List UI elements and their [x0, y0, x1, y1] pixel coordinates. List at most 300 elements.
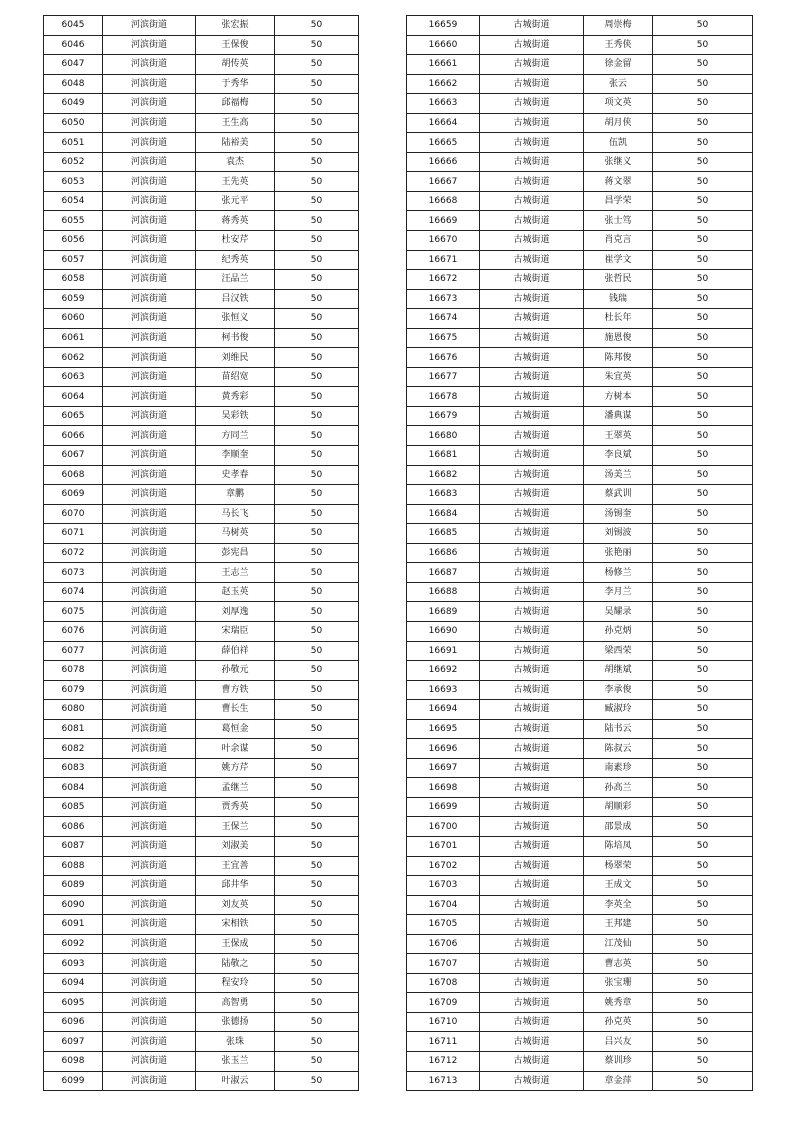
street-cell: 河滨街道 — [103, 367, 196, 387]
table-row — [407, 485, 753, 505]
amount-cell: 50 — [275, 582, 359, 602]
name-cell: 钱瑞 — [584, 289, 653, 309]
street-cell: 河滨街道 — [103, 524, 196, 544]
table-row — [407, 211, 753, 231]
serial-number-cell: 16691 — [407, 641, 480, 661]
table-row — [407, 700, 753, 720]
table-row — [44, 250, 359, 270]
serial-number-cell: 6068 — [44, 465, 103, 485]
name-cell: 胡传英 — [196, 55, 275, 75]
serial-number-cell: 6049 — [44, 94, 103, 114]
name-cell: 邱福梅 — [196, 94, 275, 114]
serial-number-cell: 16681 — [407, 446, 480, 466]
serial-number-cell: 16693 — [407, 680, 480, 700]
amount-cell: 50 — [275, 680, 359, 700]
name-cell: 徐金留 — [584, 55, 653, 75]
street-cell: 河滨街道 — [103, 426, 196, 446]
table-row — [44, 602, 359, 622]
serial-number-cell: 16661 — [407, 55, 480, 75]
street-cell: 古城街道 — [480, 94, 584, 114]
amount-cell: 50 — [275, 16, 359, 36]
serial-number-cell: 16700 — [407, 817, 480, 837]
amount-cell: 50 — [275, 270, 359, 290]
street-cell: 古城街道 — [480, 602, 584, 622]
name-cell: 陈培凤 — [584, 836, 653, 856]
table-row — [407, 543, 753, 563]
amount-cell: 50 — [275, 367, 359, 387]
name-cell: 吴耀录 — [584, 602, 653, 622]
amount-cell: 50 — [653, 582, 753, 602]
table-row — [44, 270, 359, 290]
table-row — [44, 563, 359, 583]
name-cell: 刘锡波 — [584, 524, 653, 544]
table-row — [44, 211, 359, 231]
name-cell: 章鹏 — [196, 485, 275, 505]
serial-number-cell: 6094 — [44, 973, 103, 993]
table-row — [407, 74, 753, 94]
name-cell: 张珠 — [196, 1032, 275, 1052]
name-cell: 蔡训珍 — [584, 1051, 653, 1071]
serial-number-cell: 16660 — [407, 35, 480, 55]
amount-cell: 50 — [275, 1032, 359, 1052]
name-cell: 史孝春 — [196, 465, 275, 485]
table-row — [407, 231, 753, 251]
amount-cell: 50 — [653, 270, 753, 290]
name-cell: 南素珍 — [584, 758, 653, 778]
name-cell: 彭宪昌 — [196, 543, 275, 563]
table-row — [407, 1012, 753, 1032]
amount-cell: 50 — [653, 563, 753, 583]
amount-cell: 50 — [653, 406, 753, 426]
street-cell: 古城街道 — [480, 211, 584, 231]
name-cell: 王保成 — [196, 934, 275, 954]
street-cell: 河滨街道 — [103, 973, 196, 993]
name-cell: 姚方芹 — [196, 758, 275, 778]
amount-cell: 50 — [653, 1032, 753, 1052]
amount-cell: 50 — [653, 55, 753, 75]
amount-cell: 50 — [653, 680, 753, 700]
street-cell: 古城街道 — [480, 621, 584, 641]
street-cell: 古城街道 — [480, 641, 584, 661]
name-cell: 张德扬 — [196, 1012, 275, 1032]
street-cell: 河滨街道 — [103, 543, 196, 563]
serial-number-cell: 16667 — [407, 172, 480, 192]
amount-cell: 50 — [653, 172, 753, 192]
left-table-body — [44, 16, 359, 1091]
name-cell: 臧淑玲 — [584, 700, 653, 720]
serial-number-cell: 6054 — [44, 191, 103, 211]
name-cell: 张玉兰 — [196, 1051, 275, 1071]
street-cell: 古城街道 — [480, 348, 584, 368]
street-cell: 古城街道 — [480, 328, 584, 348]
table-row — [407, 35, 753, 55]
name-cell: 朱宜英 — [584, 367, 653, 387]
left-table — [43, 15, 359, 1091]
table-row — [407, 348, 753, 368]
amount-cell: 50 — [275, 1012, 359, 1032]
street-cell: 河滨街道 — [103, 836, 196, 856]
amount-cell: 50 — [275, 387, 359, 407]
amount-cell: 50 — [653, 661, 753, 681]
name-cell: 张哲民 — [584, 270, 653, 290]
street-cell: 河滨街道 — [103, 172, 196, 192]
table-row — [44, 524, 359, 544]
name-cell: 叶淑云 — [196, 1071, 275, 1091]
amount-cell: 50 — [275, 876, 359, 896]
table-row — [407, 504, 753, 524]
table-row — [407, 954, 753, 974]
amount-cell: 50 — [275, 406, 359, 426]
table-row — [407, 172, 753, 192]
amount-cell: 50 — [275, 328, 359, 348]
amount-cell: 50 — [275, 602, 359, 622]
table-row — [44, 778, 359, 798]
street-cell: 河滨街道 — [103, 35, 196, 55]
serial-number-cell: 16665 — [407, 133, 480, 153]
table-row — [44, 446, 359, 466]
amount-cell: 50 — [653, 954, 753, 974]
serial-number-cell: 16670 — [407, 231, 480, 251]
amount-cell: 50 — [653, 35, 753, 55]
street-cell: 古城街道 — [480, 719, 584, 739]
table-row — [44, 133, 359, 153]
name-cell: 李承俊 — [584, 680, 653, 700]
amount-cell: 50 — [653, 16, 753, 36]
amount-cell: 50 — [653, 876, 753, 896]
serial-number-cell: 6098 — [44, 1051, 103, 1071]
serial-number-cell: 6077 — [44, 641, 103, 661]
amount-cell: 50 — [653, 758, 753, 778]
name-cell: 吕兴友 — [584, 1032, 653, 1052]
amount-cell: 50 — [275, 133, 359, 153]
street-cell: 河滨街道 — [103, 895, 196, 915]
street-cell: 河滨街道 — [103, 485, 196, 505]
name-cell: 李英全 — [584, 895, 653, 915]
serial-number-cell: 16689 — [407, 602, 480, 622]
table-row — [44, 1071, 359, 1091]
serial-number-cell: 6073 — [44, 563, 103, 583]
name-cell: 潘典谋 — [584, 406, 653, 426]
street-cell: 古城街道 — [480, 406, 584, 426]
serial-number-cell: 6087 — [44, 836, 103, 856]
street-cell: 古城街道 — [480, 74, 584, 94]
serial-number-cell: 16659 — [407, 16, 480, 36]
amount-cell: 50 — [653, 1071, 753, 1091]
serial-number-cell: 16662 — [407, 74, 480, 94]
table-row — [44, 934, 359, 954]
table-row — [44, 543, 359, 563]
street-cell: 河滨街道 — [103, 446, 196, 466]
table-row — [44, 387, 359, 407]
serial-number-cell: 6095 — [44, 993, 103, 1013]
name-cell: 曹方铁 — [196, 680, 275, 700]
street-cell: 古城街道 — [480, 739, 584, 759]
street-cell: 河滨街道 — [103, 915, 196, 935]
table-row — [407, 719, 753, 739]
street-cell: 古城街道 — [480, 387, 584, 407]
street-cell: 河滨街道 — [103, 993, 196, 1013]
table-row — [407, 16, 753, 36]
amount-cell: 50 — [275, 426, 359, 446]
amount-cell: 50 — [275, 504, 359, 524]
table-row — [407, 133, 753, 153]
name-cell: 项文英 — [584, 94, 653, 114]
amount-cell: 50 — [653, 133, 753, 153]
name-cell: 孙克炳 — [584, 621, 653, 641]
table-row — [407, 1071, 753, 1091]
name-cell: 陆裕美 — [196, 133, 275, 153]
street-cell: 河滨街道 — [103, 661, 196, 681]
table-row — [44, 758, 359, 778]
street-cell: 河滨街道 — [103, 739, 196, 759]
serial-number-cell: 16707 — [407, 954, 480, 974]
amount-cell: 50 — [275, 739, 359, 759]
amount-cell: 50 — [275, 231, 359, 251]
name-cell: 陈叔云 — [584, 739, 653, 759]
table-row — [407, 1032, 753, 1052]
street-cell: 河滨街道 — [103, 563, 196, 583]
name-cell: 胡顺彩 — [584, 797, 653, 817]
serial-number-cell: 16683 — [407, 485, 480, 505]
amount-cell: 50 — [653, 856, 753, 876]
name-cell: 杜长年 — [584, 309, 653, 329]
name-cell: 蒋文翠 — [584, 172, 653, 192]
name-cell: 汤锡奎 — [584, 504, 653, 524]
street-cell: 河滨街道 — [103, 250, 196, 270]
serial-number-cell: 6045 — [44, 16, 103, 36]
amount-cell: 50 — [653, 621, 753, 641]
name-cell: 曹长生 — [196, 700, 275, 720]
name-cell: 孙敬元 — [196, 661, 275, 681]
amount-cell: 50 — [275, 719, 359, 739]
serial-number-cell: 16713 — [407, 1071, 480, 1091]
amount-cell: 50 — [275, 934, 359, 954]
serial-number-cell: 6074 — [44, 582, 103, 602]
amount-cell: 50 — [275, 152, 359, 172]
street-cell: 河滨街道 — [103, 797, 196, 817]
amount-cell: 50 — [275, 758, 359, 778]
table-row — [44, 836, 359, 856]
name-cell: 邱井华 — [196, 876, 275, 896]
name-cell: 杨修兰 — [584, 563, 653, 583]
amount-cell: 50 — [653, 778, 753, 798]
street-cell: 古城街道 — [480, 465, 584, 485]
serial-number-cell: 6072 — [44, 543, 103, 563]
amount-cell: 50 — [653, 152, 753, 172]
table-row — [44, 1051, 359, 1071]
name-cell: 孙高兰 — [584, 778, 653, 798]
name-cell: 马长飞 — [196, 504, 275, 524]
table-row — [44, 328, 359, 348]
street-cell: 河滨街道 — [103, 74, 196, 94]
serial-number-cell: 6066 — [44, 426, 103, 446]
amount-cell: 50 — [275, 172, 359, 192]
serial-number-cell: 6075 — [44, 602, 103, 622]
serial-number-cell: 6092 — [44, 934, 103, 954]
amount-cell: 50 — [275, 524, 359, 544]
amount-cell: 50 — [275, 35, 359, 55]
street-cell: 古城街道 — [480, 524, 584, 544]
amount-cell: 50 — [275, 465, 359, 485]
name-cell: 汪品兰 — [196, 270, 275, 290]
amount-cell: 50 — [653, 446, 753, 466]
table-row — [407, 915, 753, 935]
street-cell: 古城街道 — [480, 758, 584, 778]
name-cell: 贾秀英 — [196, 797, 275, 817]
serial-number-cell: 16685 — [407, 524, 480, 544]
serial-number-cell: 6090 — [44, 895, 103, 915]
name-cell: 方树本 — [584, 387, 653, 407]
street-cell: 河滨街道 — [103, 309, 196, 329]
table-row — [44, 1012, 359, 1032]
name-cell: 李良斌 — [584, 446, 653, 466]
street-cell: 河滨街道 — [103, 387, 196, 407]
table-row — [407, 758, 753, 778]
street-cell: 古城街道 — [480, 680, 584, 700]
name-cell: 胡继斌 — [584, 661, 653, 681]
table-row — [44, 993, 359, 1013]
table-row — [407, 309, 753, 329]
table-row — [44, 289, 359, 309]
serial-number-cell: 16677 — [407, 367, 480, 387]
street-cell: 河滨街道 — [103, 406, 196, 426]
amount-cell: 50 — [275, 915, 359, 935]
street-cell: 河滨街道 — [103, 856, 196, 876]
street-cell: 古城街道 — [480, 309, 584, 329]
serial-number-cell: 16702 — [407, 856, 480, 876]
name-cell: 吕汉铁 — [196, 289, 275, 309]
name-cell: 张宝珊 — [584, 973, 653, 993]
serial-number-cell: 6096 — [44, 1012, 103, 1032]
amount-cell: 50 — [275, 641, 359, 661]
amount-cell: 50 — [653, 993, 753, 1013]
serial-number-cell: 6093 — [44, 954, 103, 974]
amount-cell: 50 — [275, 1051, 359, 1071]
table-row — [44, 426, 359, 446]
table-row — [44, 309, 359, 329]
street-cell: 河滨街道 — [103, 876, 196, 896]
table-row — [44, 661, 359, 681]
serial-number-cell: 16669 — [407, 211, 480, 231]
table-row — [44, 16, 359, 36]
name-cell: 王先英 — [196, 172, 275, 192]
name-cell: 王翠英 — [584, 426, 653, 446]
street-cell: 河滨街道 — [103, 133, 196, 153]
street-cell: 古城街道 — [480, 191, 584, 211]
serial-number-cell: 16684 — [407, 504, 480, 524]
street-cell: 古城街道 — [480, 934, 584, 954]
serial-number-cell: 6070 — [44, 504, 103, 524]
street-cell: 古城街道 — [480, 954, 584, 974]
table-row — [407, 250, 753, 270]
serial-number-cell: 16663 — [407, 94, 480, 114]
amount-cell: 50 — [653, 191, 753, 211]
table-row — [44, 797, 359, 817]
street-cell: 古城街道 — [480, 543, 584, 563]
street-cell: 古城街道 — [480, 973, 584, 993]
amount-cell: 50 — [653, 113, 753, 133]
street-cell: 河滨街道 — [103, 778, 196, 798]
name-cell: 蔡武训 — [584, 485, 653, 505]
street-cell: 古城街道 — [480, 270, 584, 290]
name-cell: 吴彩铁 — [196, 406, 275, 426]
street-cell: 河滨街道 — [103, 328, 196, 348]
serial-number-cell: 16710 — [407, 1012, 480, 1032]
street-cell: 河滨街道 — [103, 289, 196, 309]
serial-number-cell: 6097 — [44, 1032, 103, 1052]
name-cell: 崔学文 — [584, 250, 653, 270]
street-cell: 河滨街道 — [103, 191, 196, 211]
name-cell: 刘淑美 — [196, 836, 275, 856]
serial-number-cell: 6091 — [44, 915, 103, 935]
table-row — [407, 446, 753, 466]
serial-number-cell: 6051 — [44, 133, 103, 153]
street-cell: 河滨街道 — [103, 152, 196, 172]
table-row — [44, 55, 359, 75]
serial-number-cell: 16664 — [407, 113, 480, 133]
amount-cell: 50 — [653, 915, 753, 935]
name-cell: 施恩俊 — [584, 328, 653, 348]
table-row — [407, 739, 753, 759]
serial-number-cell: 16703 — [407, 876, 480, 896]
table-row — [407, 426, 753, 446]
street-cell: 河滨街道 — [103, 1051, 196, 1071]
street-cell: 河滨街道 — [103, 211, 196, 231]
street-cell: 古城街道 — [480, 1032, 584, 1052]
serial-number-cell: 6086 — [44, 817, 103, 837]
table-row — [407, 993, 753, 1013]
table-row — [44, 465, 359, 485]
serial-number-cell: 16668 — [407, 191, 480, 211]
table-row — [407, 621, 753, 641]
name-cell: 苗绍宽 — [196, 367, 275, 387]
table-row — [407, 289, 753, 309]
table-row — [407, 778, 753, 798]
amount-cell: 50 — [275, 55, 359, 75]
street-cell: 古城街道 — [480, 797, 584, 817]
name-cell: 江茂仙 — [584, 934, 653, 954]
name-cell: 张士笃 — [584, 211, 653, 231]
name-cell: 柯书俊 — [196, 328, 275, 348]
street-cell: 古城街道 — [480, 113, 584, 133]
amount-cell: 50 — [653, 348, 753, 368]
table-row — [44, 700, 359, 720]
serial-number-cell: 16675 — [407, 328, 480, 348]
table-row — [407, 94, 753, 114]
serial-number-cell: 6052 — [44, 152, 103, 172]
street-cell: 古城街道 — [480, 16, 584, 36]
amount-cell: 50 — [653, 309, 753, 329]
serial-number-cell: 16699 — [407, 797, 480, 817]
table-row — [407, 152, 753, 172]
table-row — [407, 113, 753, 133]
name-cell: 赵玉英 — [196, 582, 275, 602]
street-cell: 河滨街道 — [103, 621, 196, 641]
serial-number-cell: 6056 — [44, 231, 103, 251]
serial-number-cell: 6081 — [44, 719, 103, 739]
street-cell: 河滨街道 — [103, 641, 196, 661]
street-cell: 河滨街道 — [103, 55, 196, 75]
amount-cell: 50 — [275, 836, 359, 856]
street-cell: 古城街道 — [480, 817, 584, 837]
serial-number-cell: 16688 — [407, 582, 480, 602]
serial-number-cell: 16698 — [407, 778, 480, 798]
street-cell: 古城街道 — [480, 856, 584, 876]
street-cell: 河滨街道 — [103, 934, 196, 954]
table-row — [407, 563, 753, 583]
name-cell: 王邦建 — [584, 915, 653, 935]
amount-cell: 50 — [653, 797, 753, 817]
